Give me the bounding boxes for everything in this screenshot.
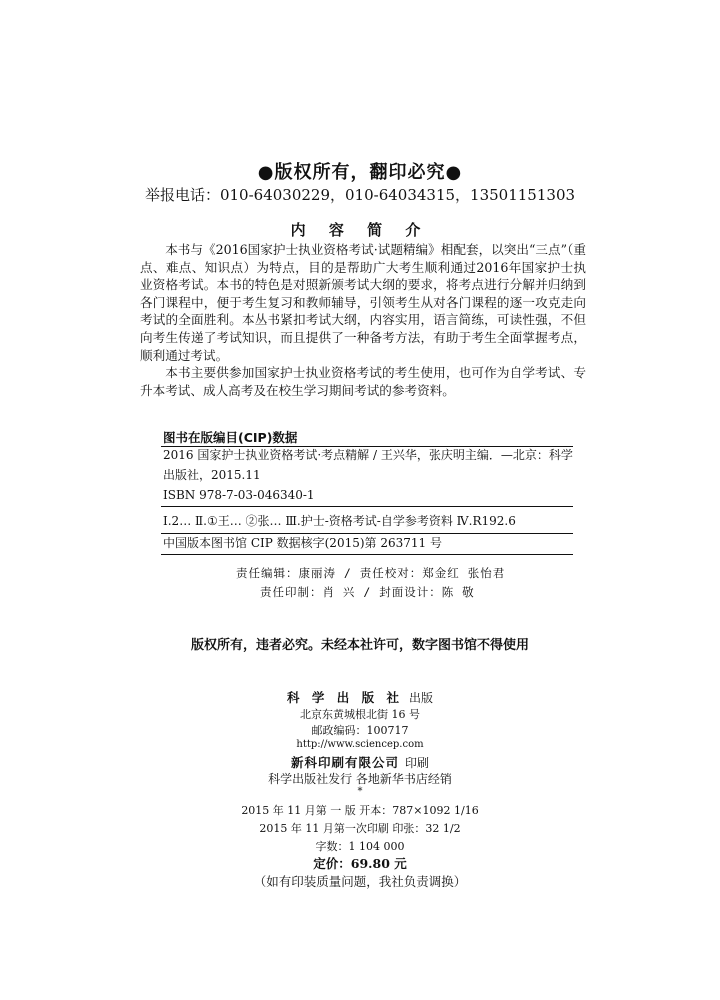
cip-divider (161, 533, 573, 534)
summary-body (140, 241, 586, 399)
publisher-line (0, 687, 720, 706)
quality-note: （如有印装质量问题，我社负责调换） (253, 874, 467, 889)
summary-title: 内 容 简 介 (290, 221, 430, 239)
summary-paragraph: 本书与《2016国家护士执业资格考试·试题精编》相配套，以突出“三点”（重点、难点、知识点）为特点，目的是帮助广大考生顺利通过2016年国家护士执业资格考试。本书的特色是对照新颁考试大纲的要求，将考点进行分解并归纳到各门课程中，便于考生复习和教师辅导，引领考生从对各门课程的逐一攻克走向考试的全面胜利。本丛书紧扣考试大纲，内容实用，语言简练，可读性强，不但向考生传递了考试知识，而且提供了一种备考方法，有助于考生全面掌握考点，顺利通过考试。 (140, 242, 586, 363)
publisher-name: 科 学 出 版 社 (287, 690, 403, 705)
cip-isbn: ISBN 978-7-03-046340-1 (163, 488, 315, 502)
printer-role: 印刷 (405, 756, 430, 770)
usage-notice: 版权所有，违者必究。未经本社许可，数字图书馆不得使用 (190, 638, 529, 653)
publisher-postcode: 邮政编码：100717 (311, 724, 409, 737)
credits-editors: 责任编辑：康丽涛 / 责任校对：郑金红 张怡君 (236, 566, 506, 580)
cip-title-line-2: 出版社，2015.11 (163, 468, 261, 482)
credits-production: 责任印制：肖 兴 / 封面设计：陈 敬 (260, 585, 475, 599)
cip-classification: Ⅰ.2… Ⅱ.①王… ②张… Ⅲ.护士-资格考试-自学参考资料 Ⅳ.R192.6 (163, 514, 516, 528)
printer-line (0, 752, 720, 771)
cip-heading: 图书在版编目(CIP)数据 (163, 430, 298, 445)
publisher-role: 出版 (408, 691, 433, 705)
price: 定价：69.80 元 (313, 856, 407, 871)
summary-paragraph: 本书主要供参加国家护士执业资格考试的考生使用，也可作为自学考试、专升本考试、成人高考及在校生学习期间考试的参考资料。 (140, 365, 586, 398)
print-line: 2015 年 11 月第一次印刷 印张：32 1/2 (259, 822, 461, 835)
copyright-heading: ●版权所有，翻印必究● (257, 162, 463, 183)
distribution-line: 科学出版社发行 各地新华书店经销 (268, 772, 452, 786)
cip-title-line: 2016 国家护士执业资格考试·考点精解 / 王兴华，张庆明主编．—北京：科学 (163, 448, 573, 462)
printer-name: 新科印刷有限公司 (290, 755, 399, 770)
cip-divider (161, 506, 573, 507)
report-phone: 举报电话：010-64030229，010-64034315，13501151303 (144, 186, 576, 204)
cip-bottom-rule (161, 554, 573, 555)
publisher-url: http://www.sciencep.com (296, 739, 424, 750)
publisher-address: 北京东黄城根北街 16 号 (300, 708, 420, 721)
cip-library-record: 中国版本图书馆 CIP 数据核字(2015)第 263711 号 (163, 536, 442, 550)
edition-line: 2015 年 11 月第 一 版 开本：787×1092 1/16 (241, 804, 479, 817)
separator-star: * (357, 786, 363, 797)
word-count: 字数：1 104 000 (315, 840, 405, 853)
